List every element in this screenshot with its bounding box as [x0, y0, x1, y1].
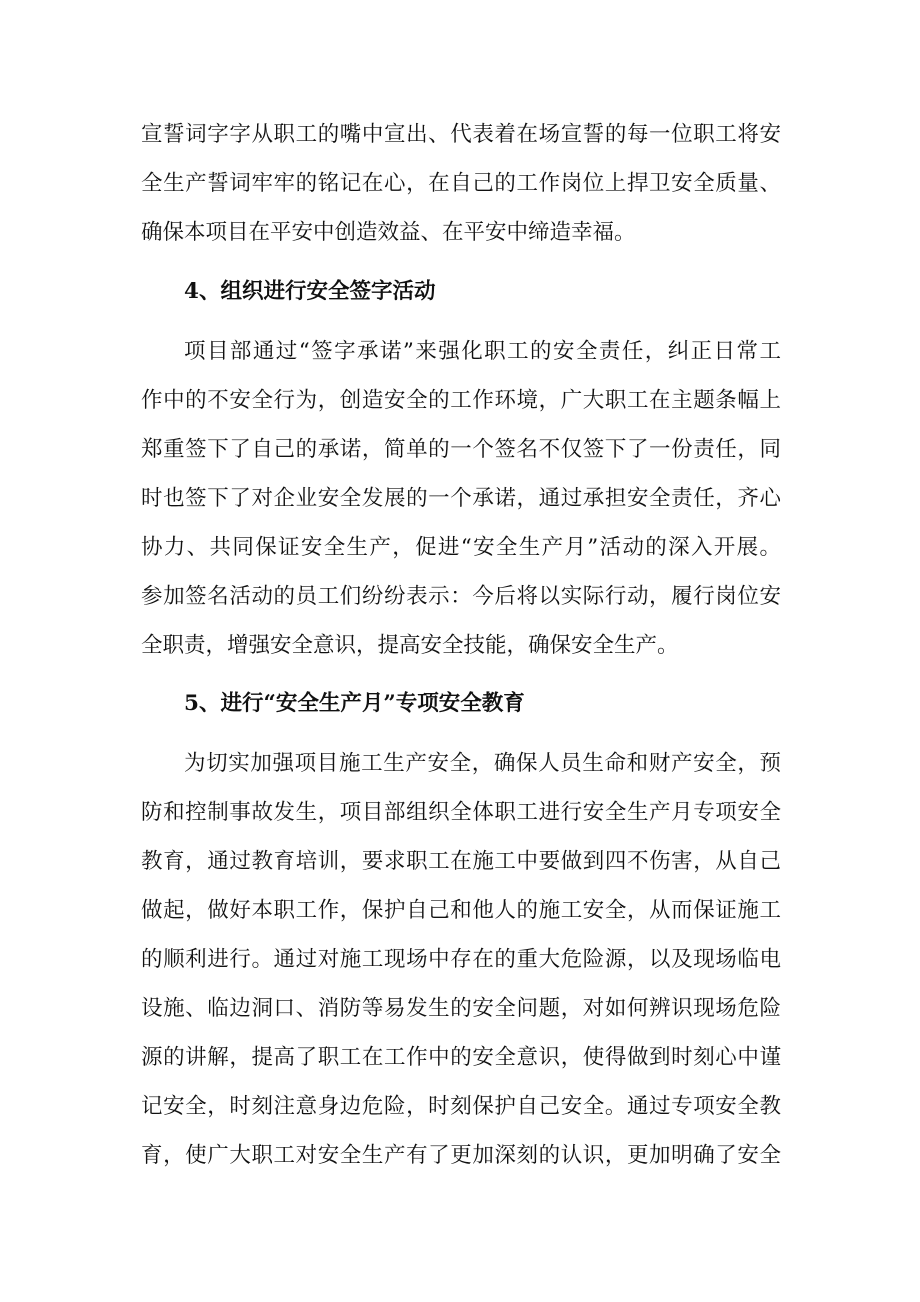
paragraph-2-line-1: 项目部通过“签字承诺”来强化职工的安全责任，纠正日常工	[184, 339, 781, 364]
paragraph-3-line-1: 为切实加强项目施工生产安全，确保人员生命和财产安全，预	[184, 751, 781, 776]
paragraph-3-line-6: 设施、临边洞口、消防等易发生的安全问题，对如何辨识现场危险	[141, 996, 781, 1021]
paragraph-2-line-4: 时也签下了对企业安全发展的一个承诺，通过承担安全责任，齐心	[141, 486, 781, 511]
paragraph-3-line-7: 源的讲解，提高了职工在工作中的安全意识，使得做到时刻心中谨	[141, 1045, 781, 1070]
paragraph-1-line-2: 全生产誓词牢牢的铭记在心，在自己的工作岗位上捍卫安全质量、	[141, 171, 781, 196]
paragraph-2-line-2: 作中的不安全行为，创造安全的工作环境，广大职工在主题条幅上	[141, 388, 781, 413]
section-heading-4: 4、组织进行安全签字活动	[184, 279, 436, 304]
paragraph-2-line-7: 全职责，增强安全意识，提高安全技能，确保安全生产。	[141, 633, 679, 658]
paragraph-3-line-8: 记安全，时刻注意身边危险，时刻保护自己安全。通过专项安全教	[141, 1094, 781, 1119]
paragraph-1-line-3: 确保本项目在平安中创造效益、在平安中缔造幸福。	[141, 220, 636, 245]
paragraph-3-line-4: 做起，做好本职工作，保护自己和他人的施工安全，从而保证施工	[141, 898, 781, 923]
paragraph-3-line-5: 的顺利进行。通过对施工现场中存在的重大危险源，以及现场临电	[141, 947, 781, 972]
paragraph-2-line-6: 参加签名活动的员工们纷纷表示：今后将以实际行动，履行岗位安	[141, 584, 781, 609]
paragraph-3-line-2: 防和控制事故发生，项目部组织全体职工进行安全生产月专项安全	[141, 800, 781, 825]
paragraph-2-line-5: 协力、共同保证安全生产，促进“安全生产月”活动的深入开展。	[141, 535, 781, 560]
paragraph-3-line-9: 育，使广大职工对安全生产有了更加深刻的认识，更加明确了安全	[141, 1143, 781, 1168]
paragraph-2-line-3: 郑重签下了自己的承诺，简单的一个签名不仅签下了一份责任，同	[141, 437, 781, 462]
paragraph-3-line-3: 教育，通过教育培训，要求职工在施工中要做到四不伤害，从自己	[141, 849, 781, 874]
section-heading-5: 5、进行“安全生产月”专项安全教育	[184, 691, 525, 716]
paragraph-1-line-1: 宣誓词字字从职工的嘴中宣出、代表着在场宣誓的每一位职工将安	[141, 122, 781, 147]
